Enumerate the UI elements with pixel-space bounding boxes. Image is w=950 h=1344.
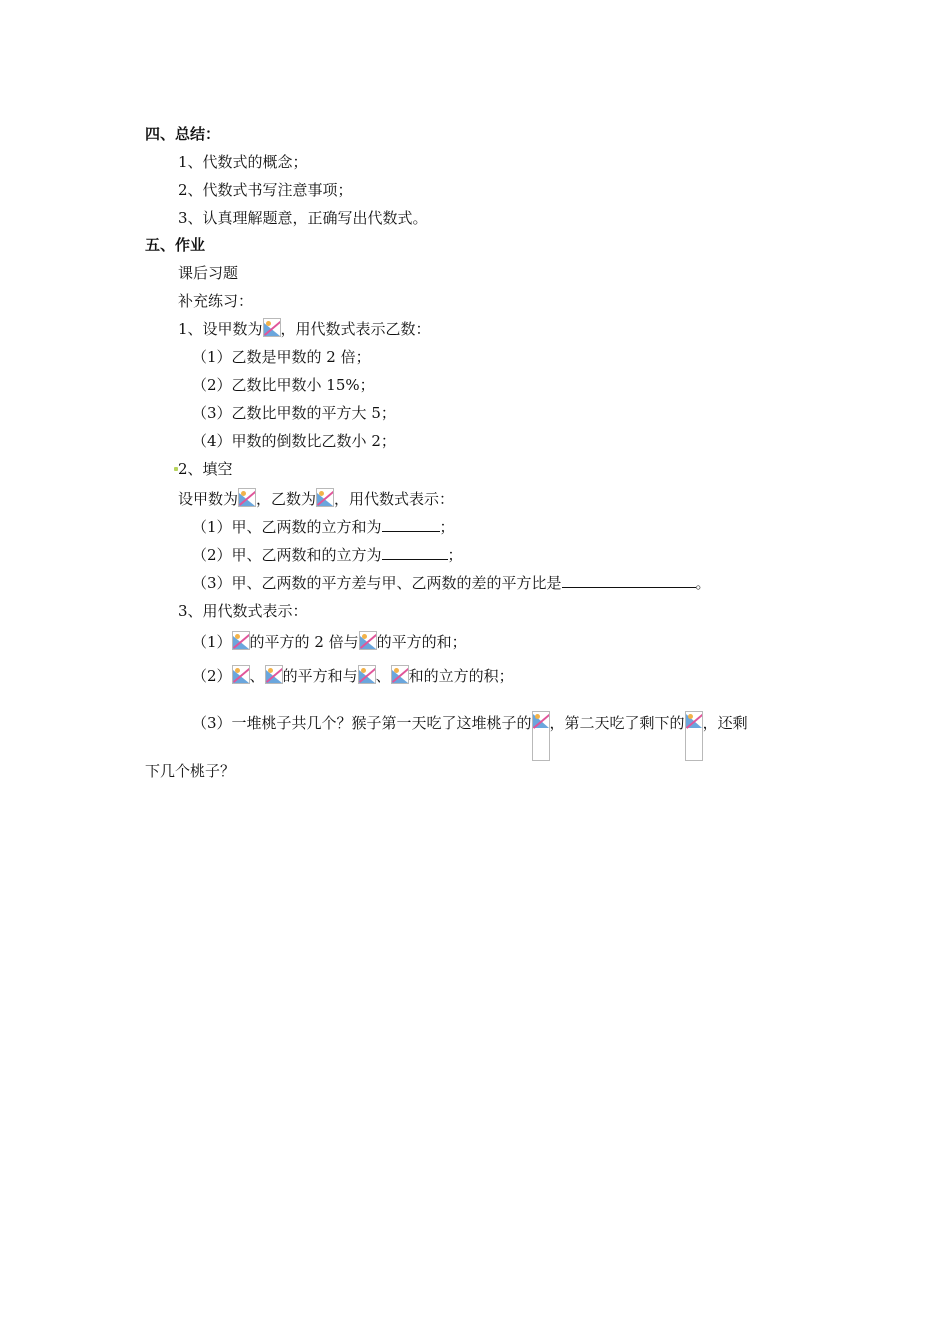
homework-label: 课后习题	[178, 264, 239, 282]
broken-image-icon	[358, 665, 376, 684]
q3-item-1	[192, 631, 467, 652]
q1-item-3: （3）乙数比甲数的平方大 5；	[192, 404, 396, 422]
q3-item-2-b: 、	[249, 667, 265, 685]
q3-item-1-c: 的平方的和；	[376, 633, 467, 651]
broken-image-icon	[532, 711, 550, 761]
answer-blank[interactable]	[382, 517, 440, 532]
q2-intro-a: 设甲数为	[178, 490, 239, 508]
q2-intro	[178, 488, 454, 509]
q3-title: 3、用代数式表示：	[178, 602, 308, 620]
q2-item-2-end: ；	[447, 546, 463, 564]
q3-item-2	[192, 665, 514, 686]
section4-title: 四、总结：	[145, 125, 221, 143]
supplement-label: 补充练习：	[178, 292, 254, 310]
q2-item-1	[192, 517, 455, 537]
summary-item-1: 1、代数式的概念；	[178, 153, 308, 171]
q2-intro-c: ，用代数式表示：	[334, 490, 455, 508]
q3-item-2-a: （2）	[192, 667, 232, 685]
q2-item-3-text: （3）甲、乙两数的平方差与甲、乙两数的差的平方比是	[192, 574, 562, 592]
q3-item-1-a: （1）	[192, 633, 232, 651]
answer-blank[interactable]	[382, 545, 448, 560]
q3-item-3	[192, 711, 748, 761]
summary-item-3: 3、认真理解题意，正确写出代数式。	[178, 209, 428, 227]
q3-item-3-c: ，还剩	[702, 714, 748, 732]
q3-item-2-c: 的平方和与	[282, 667, 358, 685]
q3-item-3-continuation: 下几个桃子？	[145, 762, 236, 780]
summary-item-2: 2、代数式书写注意事项；	[178, 181, 353, 199]
answer-blank[interactable]	[562, 573, 696, 588]
broken-image-icon	[238, 488, 256, 507]
q3-item-2-d: 、	[375, 667, 391, 685]
broken-image-icon	[232, 665, 250, 684]
q2-intro-b: ，乙数为	[256, 490, 317, 508]
q1-intro	[178, 318, 431, 339]
broken-image-icon	[265, 665, 283, 684]
q3-item-2-e: 和的立方的积；	[408, 667, 514, 685]
q3-item-3-a: （3）一堆桃子共几个？猴子第一天吃了这堆桃子的	[192, 714, 532, 732]
q1-intro-b: ，用代数式表示乙数：	[280, 320, 431, 338]
broken-image-icon	[685, 711, 703, 761]
q2-item-3-end: 。	[695, 574, 711, 592]
broken-image-icon	[359, 631, 377, 650]
q2-item-2-text: （2）甲、乙两数和的立方为	[192, 546, 382, 564]
q2-item-1-text: （1）甲、乙两数的立方和为	[192, 518, 382, 536]
broken-image-icon	[391, 665, 409, 684]
broken-image-icon	[232, 631, 250, 650]
q3-item-3-b: ，第二天吃了剩下的	[549, 714, 685, 732]
broken-image-icon	[316, 488, 334, 507]
q2-item-1-end: ；	[439, 518, 455, 536]
q2-title: 2、填空	[178, 460, 233, 478]
q1-item-4: （4）甲数的倒数比乙数小 2；	[192, 432, 396, 450]
q1-intro-a: 1、设甲数为	[178, 320, 263, 338]
q2-item-2	[192, 545, 463, 565]
q1-item-2: （2）乙数比甲数小 15%；	[192, 376, 375, 394]
q1-item-1: （1）乙数是甲数的 2 倍；	[192, 348, 371, 366]
broken-image-icon	[263, 318, 281, 337]
q3-item-1-b: 的平方的 2 倍与	[249, 633, 359, 651]
section5-title: 五、作业	[145, 236, 206, 254]
q2-item-3	[192, 573, 711, 593]
